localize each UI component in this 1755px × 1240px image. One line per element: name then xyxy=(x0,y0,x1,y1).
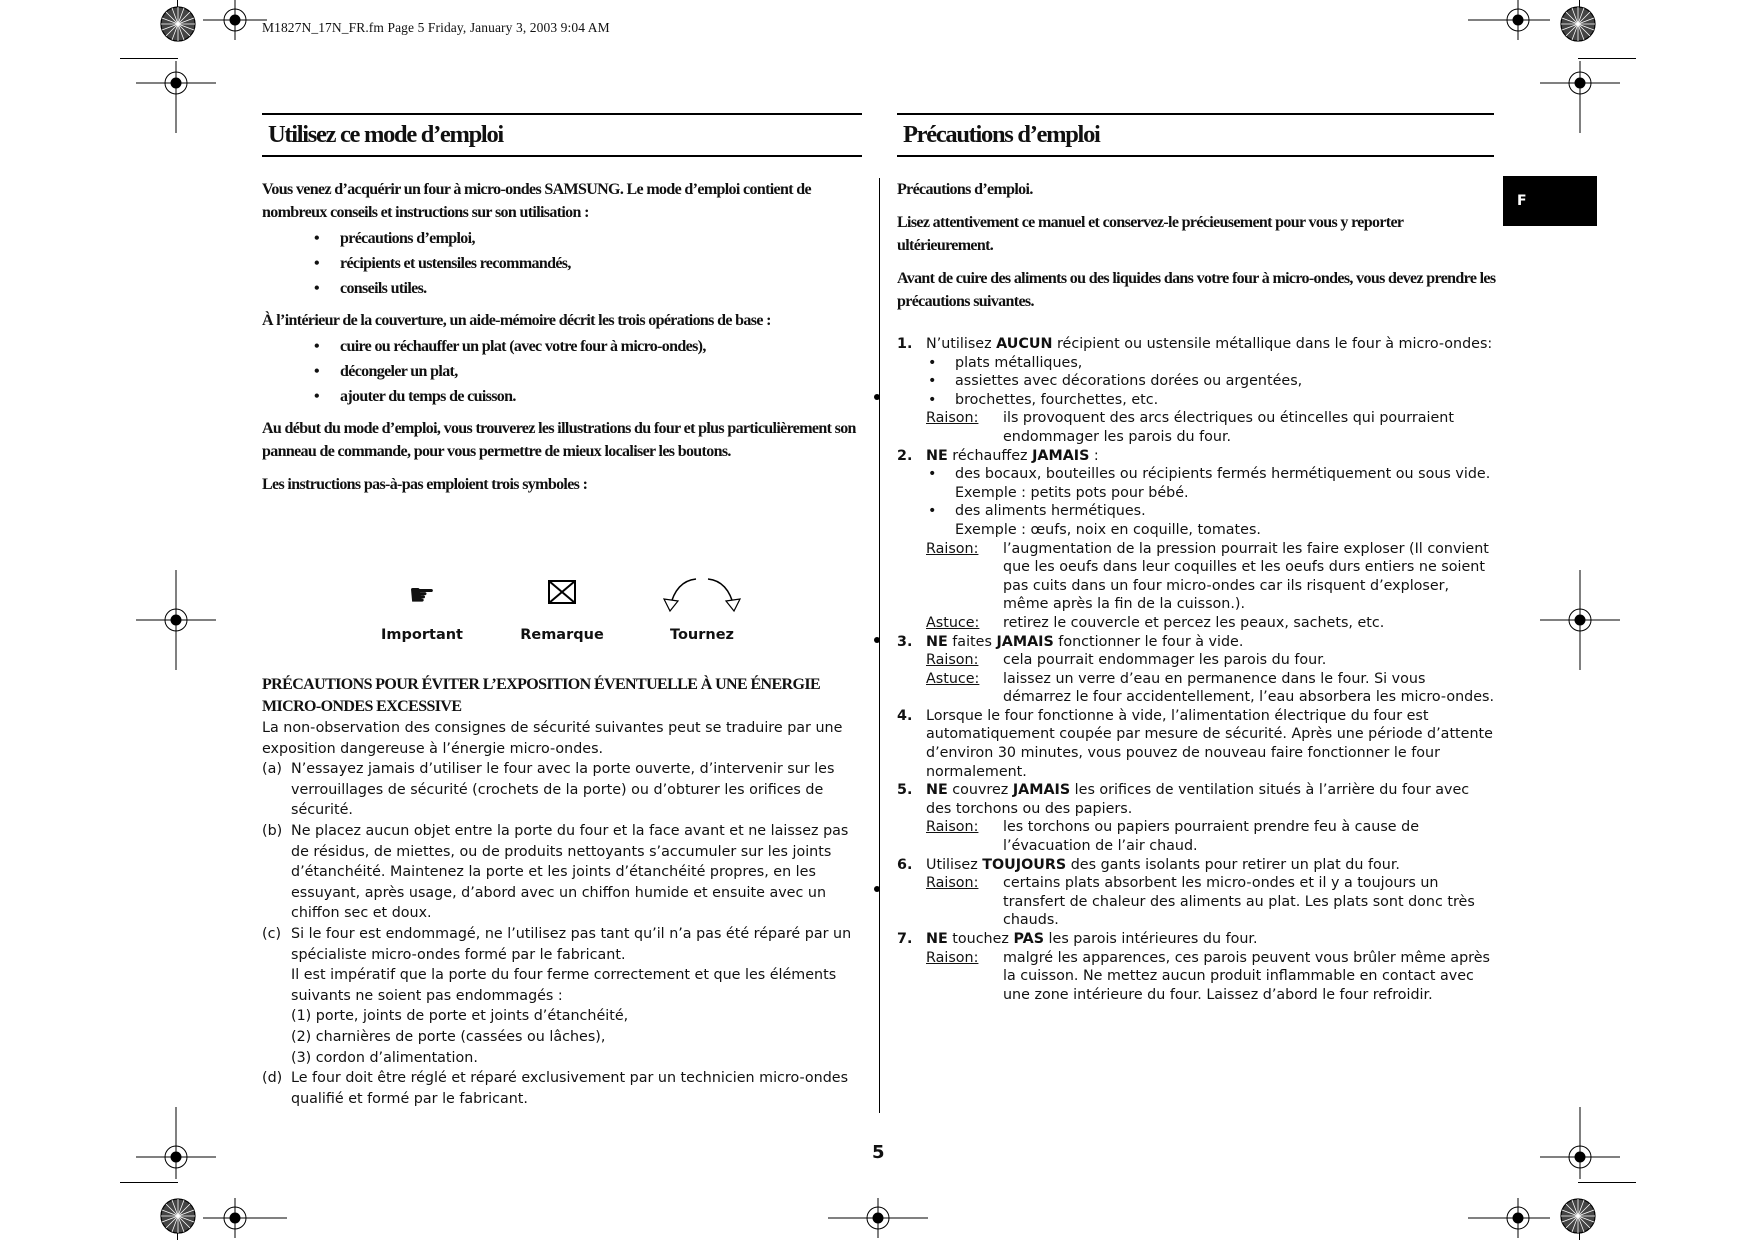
left-precautions-block xyxy=(262,674,870,1109)
pointing-hand-icon: ☛ xyxy=(408,579,436,612)
item-emphasis: AUCUN xyxy=(996,336,1053,352)
item-emphasis: NE xyxy=(926,931,948,947)
raison-row xyxy=(926,651,1497,670)
item-text: Utilisez xyxy=(926,856,983,873)
raison-label: Raison: xyxy=(926,875,979,892)
right-title-bar xyxy=(897,113,1494,157)
list-item xyxy=(262,759,870,821)
right-intro-1: Précautions d’emploi. xyxy=(897,181,1033,198)
list-item xyxy=(262,1068,870,1109)
item-bullets xyxy=(926,465,1497,539)
item-text: fonctionner le four à vide. xyxy=(1053,633,1244,650)
raison-text: les torchons ou papiers pourraient prendre feu à cause de l’évacuation de l’air chaud. xyxy=(1003,819,1419,855)
envelope-icon xyxy=(502,575,622,617)
illustrations-paragraph: Au début du mode d’emploi, vous trouverez les illustrations du four et plus particulièrement son panneau de commande, pour vous permettre de mieux localiser les boutons. xyxy=(262,420,856,460)
list-item: • décongeler un plat, xyxy=(314,359,867,384)
precautions-heading: PRÉCAUTIONS POUR ÉVITER L’EXPOSITION ÉVENTUELLE À UNE ÉNERGIE MICRO-ONDES EXCESSIVE xyxy=(262,676,821,715)
raison-text: cela pourrait endommager les parois du four. xyxy=(1003,652,1327,669)
list-item xyxy=(897,930,1497,1004)
intro-bullet-list xyxy=(262,226,867,301)
turn-arrows-icon xyxy=(642,575,762,617)
raison-text: malgré les apparences, ces parois peuvent vous brûler même après la cuisson. Ne mettez aucun produit inflammable en contact avec une zone intérieure du four. Laissez d’abord le four refroidir. xyxy=(1003,949,1490,1003)
item-text: Ne placez aucun objet entre la porte du four et la face avant et ne laissez pas de résidus, de miettes, ou de produits nettoyants s’accumuler sur les joints d’étanchéité. Maintenez la porte et les joints d’étanchéité propres, en les essuyant, après usage, d’abord avec un chiffon humide et ensuite avec un chiffon sec et doux. xyxy=(291,822,849,922)
list-item xyxy=(897,633,1497,707)
item-emphasis: NE xyxy=(926,782,948,799)
language-tab: F xyxy=(1503,176,1597,226)
cover-bullet-list xyxy=(262,334,867,409)
item-text: Si le four est endommagé, ne l’utilisez pas tant qu’il n’a pas été réparé par un spécialiste micro-ondes formé par le fabricant. xyxy=(291,925,852,963)
list-item xyxy=(262,924,870,1068)
right-intro-block xyxy=(897,178,1497,313)
raison-label: Raison: xyxy=(926,819,979,836)
symbols-intro: Les instructions pas-à-pas emploient trois symboles : xyxy=(262,476,588,493)
item-text: N’utilisez xyxy=(926,336,997,352)
item-number: 2. xyxy=(897,447,913,464)
raison-row xyxy=(926,540,1497,614)
item-label: (d) xyxy=(262,1070,283,1087)
list-item xyxy=(897,335,1497,447)
list-item: • précautions d’emploi, xyxy=(314,226,867,251)
list-item xyxy=(897,707,1497,781)
item-text: Le four doit être réglé et réparé exclusivement par un technicien micro-ondes qualifié et formé par le fabricant. xyxy=(291,1070,849,1107)
intro-paragraph: Vous venez d’acquérir un four à micro-ondes SAMSUNG. Le mode d’emploi contient de nombreux conseils et instructions sur son utilisation : xyxy=(262,181,811,221)
item-extra: (1) porte, joints de porte et joints d’étanchéité, xyxy=(291,1008,629,1025)
item-text: Lorsque le four fonctionne à vide, l’alimentation électrique du four est automatiquement coupée par mesure de sécurité. Après une période d’attente d’environ 30 minutes, vous pouvez de nouveau faire fonctionner le four normalement. xyxy=(926,707,1493,780)
right-intro-3: Avant de cuire des aliments ou des liquides dans votre four à micro-ondes, vous devez prendre les précautions suivantes. xyxy=(897,270,1496,310)
cover-paragraph: À l’intérieur de la couverture, un aide-mémoire décrit les trois opérations de base : xyxy=(262,312,771,329)
raison-text: l’augmentation de la pression pourrait les faire exploser (Il convient que les oeufs dans leur coquilles et les oeufs durs entiers ne soient pas cuits dans un four micro-ondes car ils risquent d’exploser, même après la fin de la cuisson.). xyxy=(1003,540,1489,613)
item-emphasis: TOUJOURS xyxy=(982,856,1067,873)
list-item xyxy=(897,781,1497,855)
item-emphasis: JAMAIS xyxy=(1012,782,1071,799)
item-emphasis: JAMAIS xyxy=(996,633,1054,650)
astuce-text: laissez un verre d’eau en permanence dans le four. Si vous démarrez le four accidentellement, l’eau absorbera les micro-ondes. xyxy=(1003,670,1495,706)
precautions-numbered-list xyxy=(897,335,1497,1004)
item-label: (b) xyxy=(262,822,283,839)
symbol-tournez xyxy=(642,575,762,643)
symbol-label: Tournez xyxy=(670,627,734,643)
example-text: Exemple : petits pots pour bébé. xyxy=(955,484,1189,501)
list-item xyxy=(897,856,1497,930)
list-item xyxy=(926,502,1497,539)
bullet-text: des aliments hermétiques. xyxy=(955,503,1146,520)
list-item: • récipients et ustensiles recommandés, xyxy=(314,251,867,276)
astuce-label: Astuce: xyxy=(926,670,980,687)
list-item xyxy=(926,465,1497,502)
right-page-title: Précautions d’emploi xyxy=(903,121,1100,148)
precautions-list xyxy=(262,759,870,1109)
astuce-row xyxy=(926,670,1497,707)
symbol-important xyxy=(362,575,482,643)
item-number: 7. xyxy=(897,931,913,947)
list-item xyxy=(897,447,1497,633)
item-extra: Il est impératif que la porte du four ferme correctement et que les éléments suivants ne soient pas endommagés : xyxy=(291,967,837,1004)
item-label: (c) xyxy=(262,925,282,942)
right-intro-2: Lisez attentivement ce manuel et conservez-le précieusement pour vous y reporter ultérieurement. xyxy=(897,214,1404,254)
raison-text: ils provoquent des arcs électriques ou étincelles qui pourraient endommager les parois du four. xyxy=(1003,410,1454,445)
item-emphasis: NE xyxy=(926,633,948,650)
item-emphasis: PAS xyxy=(1013,931,1044,947)
item-label: (a) xyxy=(262,761,282,778)
item-bullets xyxy=(926,354,1497,410)
item-text: des gants isolants pour retirer un plat du four. xyxy=(1066,856,1400,873)
item-text: faites xyxy=(947,633,997,650)
astuce-row xyxy=(926,614,1497,633)
raison-label: Raison: xyxy=(926,540,979,557)
item-emphasis: NE xyxy=(926,447,948,464)
item-emphasis: JAMAIS xyxy=(1032,447,1090,464)
item-text: couvrez xyxy=(947,782,1013,799)
divider-dot xyxy=(874,637,880,643)
item-extra: (3) cordon d’alimentation. xyxy=(291,1049,478,1066)
left-page-title: Utilisez ce mode d’emploi xyxy=(268,121,503,148)
symbol-label: Remarque xyxy=(520,627,604,643)
item-number: 3. xyxy=(897,633,913,650)
list-item: • brochettes, fourchettes, etc. xyxy=(926,391,1497,410)
item-text: touchez xyxy=(947,931,1014,947)
raison-row xyxy=(926,949,1497,1005)
item-text: les parois intérieures du four. xyxy=(1044,931,1258,947)
astuce-text: retirez le couvercle et percez les peaux, sachets, etc. xyxy=(1003,614,1385,631)
symbol-remarque xyxy=(502,575,622,643)
item-extra: (2) charnières de porte (cassées ou lâches), xyxy=(291,1028,606,1045)
raison-label: Raison: xyxy=(926,652,979,669)
list-item: • conseils utiles. xyxy=(314,276,867,301)
column-divider xyxy=(879,178,880,1113)
item-text: récipient ou ustensile métallique dans le four à micro-ondes: xyxy=(1052,336,1493,352)
bullet-text: des bocaux, bouteilles ou récipients fermés hermétiquement ou sous vide. xyxy=(955,466,1491,483)
list-item: • cuire ou réchauffer un plat (avec votre four à micro-ondes), xyxy=(314,334,867,359)
file-header-note: M1827N_17N_FR.fm Page 5 Friday, January 3, 2003 9:04 AM xyxy=(262,20,610,35)
raison-row xyxy=(926,874,1497,930)
item-text: N’essayez jamais d’utiliser le four avec la porte ouverte, d’intervenir sur les verrouillages de sécurité (crochets de la porte) ou d’obturer les orifices de sécurité. xyxy=(291,761,835,819)
example-text: Exemple : œufs, noix en coquille, tomates. xyxy=(955,521,1261,538)
item-text: : xyxy=(1089,447,1099,464)
left-intro-block xyxy=(262,178,867,496)
divider-dot xyxy=(874,394,880,400)
precautions-intro: La non-observation des consignes de sécurité suivantes peut se traduire par une exposition dangereuse à l’énergie micro-ondes. xyxy=(262,720,843,757)
item-number: 6. xyxy=(897,856,913,873)
item-number: 1. xyxy=(897,336,913,352)
left-title-bar xyxy=(262,113,862,157)
list-item: • ajouter du temps de cuisson. xyxy=(314,384,867,409)
list-item: • plats métalliques, xyxy=(926,354,1497,373)
item-number: 4. xyxy=(897,707,913,724)
raison-label: Raison: xyxy=(926,949,979,966)
raison-text: certains plats absorbent les micro-ondes et il y a toujours un transfert de chaleur des aliments au plat. Les plats sont donc très chauds. xyxy=(1003,875,1475,929)
raison-row xyxy=(926,818,1497,855)
astuce-label: Astuce: xyxy=(926,614,980,631)
symbol-label: Important xyxy=(381,627,463,643)
page-number: 5 xyxy=(872,1142,885,1163)
symbols-legend xyxy=(380,575,740,655)
item-number: 5. xyxy=(897,782,913,799)
item-text: les orifices de ventilation situés à l’arrière du four avec des torchons ou des papiers. xyxy=(926,782,1470,817)
list-item xyxy=(262,821,870,924)
item-text: réchauffez xyxy=(947,447,1033,464)
raison-label: Raison: xyxy=(926,410,979,427)
raison-row xyxy=(926,409,1497,446)
divider-dot xyxy=(874,886,880,892)
list-item: • assiettes avec décorations dorées ou argentées, xyxy=(926,372,1497,391)
